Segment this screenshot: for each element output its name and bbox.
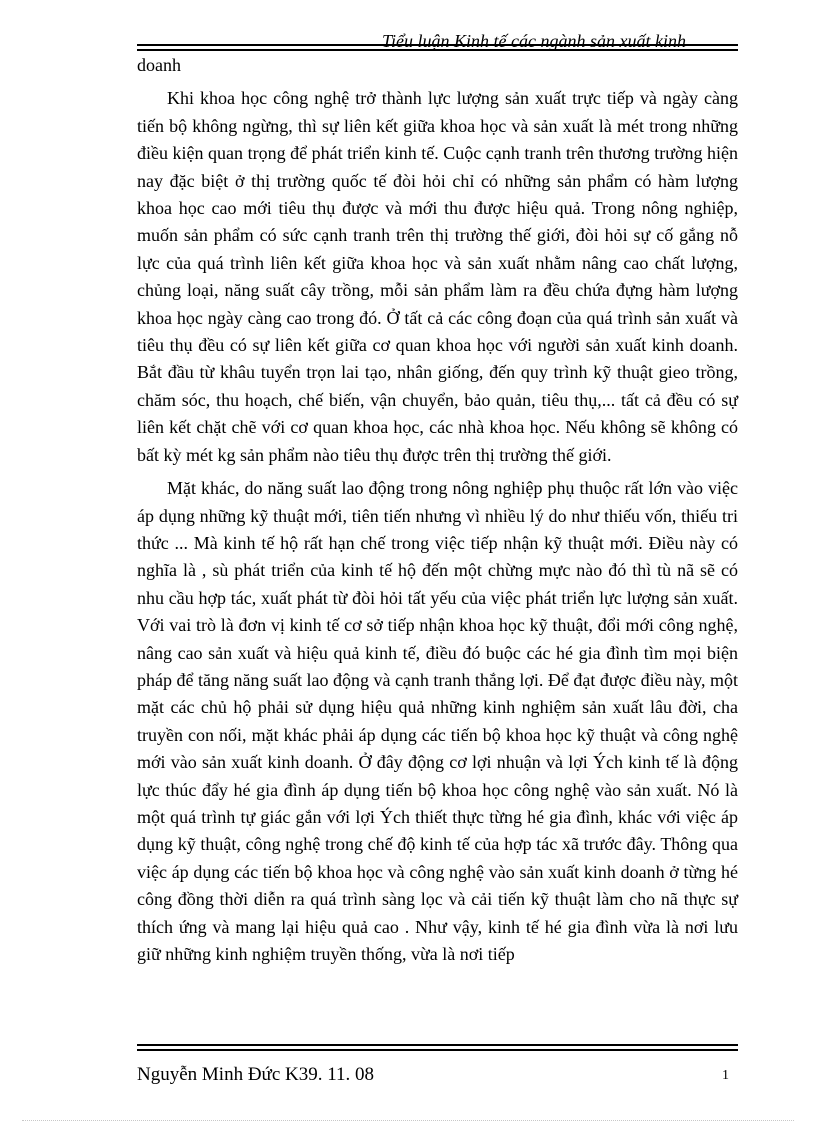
running-header: Tiểu luận Kinh tế các ngành sản xuất kinh [382,31,686,51]
footer-rule [137,1044,738,1051]
paragraph-1: Khi khoa học công nghệ trở thành lực lượng sản xuất trực tiếp và ngày càng tiến bộ không ngừng, thì sự liên kết giữa khoa học và sản xuất là mét trong những điều kiện quan trọng để phát triển kinh tế. Cuộc cạnh tranh trên thương trường hiện nay đặc biệt ở thị trường quốc tế đòi hỏi chỉ có những sản phẩm có hàm lượng khoa học cao mới tiêu thụ được và mới thu được hiệu quả. Trong nông nghiệp, muốn sản phẩm có sức cạnh tranh trên thị trường thế giới, đòi hỏi sự cố gắng nỗ lực của quá trình liên kết giữa khoa học và sản xuất nhằm nâng cao chất lượng, chủng loại, năng suất cây trồng, mỗi sản phẩm làm ra đều chứa đựng hàm lượng khoa học ngày càng cao trong đó. Ở tất cả các công đoạn của quá trình sản xuất và tiêu thụ đều có sự liên kết giữa cơ quan khoa học với người sản xuất kinh doanh. Bắt đầu từ khâu tuyển trọn lai tạo, nhân giống, đến quy trình kỹ thuật gieo trồng, chăm sóc, thu hoạch, chế biến, vận chuyển, bảo quản, tiêu thụ,... tất cả đều có sự liên kết chặt chẽ với cơ quan khoa học, các nhà khoa học. Nếu không sẽ không có bất kỳ mét kg sản phẩm nào tiêu thụ được trên thị trường thế giới. [137,88,738,465]
paragraph-2: Mặt khác, do năng suất lao động trong nông nghiệp phụ thuộc rất lớn vào việc áp dụng những kỹ thuật mới, tiên tiến nhưng vì nhiều lý do như thiếu vốn, thiếu tri thức ... Mà kinh tế hộ rất hạn chế trong việc tiếp nhận kỹ thuật mới. Điều này có nghĩa là , sù phát triển của kinh tế hộ đến một chừng mực nào đó thì tù nã sẽ có nhu cầu hợp tác, xuất phát từ đòi hỏi tất yếu của việc phát triển lực lượng sản xuất. Với vai trò là đơn vị kinh tế cơ sở tiếp nhận khoa học kỹ thuật, đổi mới công nghệ, nâng cao sản xuất và hiệu quả kinh tế, điều đó buộc các hé gia đình tìm mọi biện pháp để tăng năng suất lao động và cạnh tranh thắng lợi. Để đạt được điều này, một mặt các chủ hộ phải sử dụng hiệu quả những kinh nghiệm sản xuất lâu đời, cha truyền con nối, mặt khác phải áp dụng các tiến bộ khoa học kỹ thuật và công nghệ mới vào sản xuất kinh doanh. Ở đây động cơ lợi nhuận và lợi Ých kinh tế là động lực thúc đẩy hé gia đình áp dụng tiến bộ khoa học công nghệ vào sản xuất. Nó là một quá trình tự giác gắn với lợi Ých thiết thực từng hé gia đình, khác với việc áp dụng kỹ thuật, công nghệ trong chế độ kinh tế của hợp tác xã trước đây. Thông qua việc áp dụng các tiến bộ khoa học và công nghệ vào sản xuất kinh doanh ở từng hé công đồng thời diễn ra quá trình sàng lọc và cải tiến kỹ thuật làm cho nã thực sự thích ứng và mang lại hiệu quả cao . Như vậy, kinh tế hé gia đình vừa là nơi lưu giữ những kinh nghiệm truyền thống, vừa là nơi tiếp [137,478,738,964]
page-number: 1 [722,1068,729,1083]
footer-author: Nguyễn Minh Đức K39. 11. 08 [137,1064,375,1085]
page-edge-dots [22,1120,794,1121]
document-body [137,52,738,968]
header-rule [137,44,738,51]
continuation-line: doanh [137,55,181,75]
